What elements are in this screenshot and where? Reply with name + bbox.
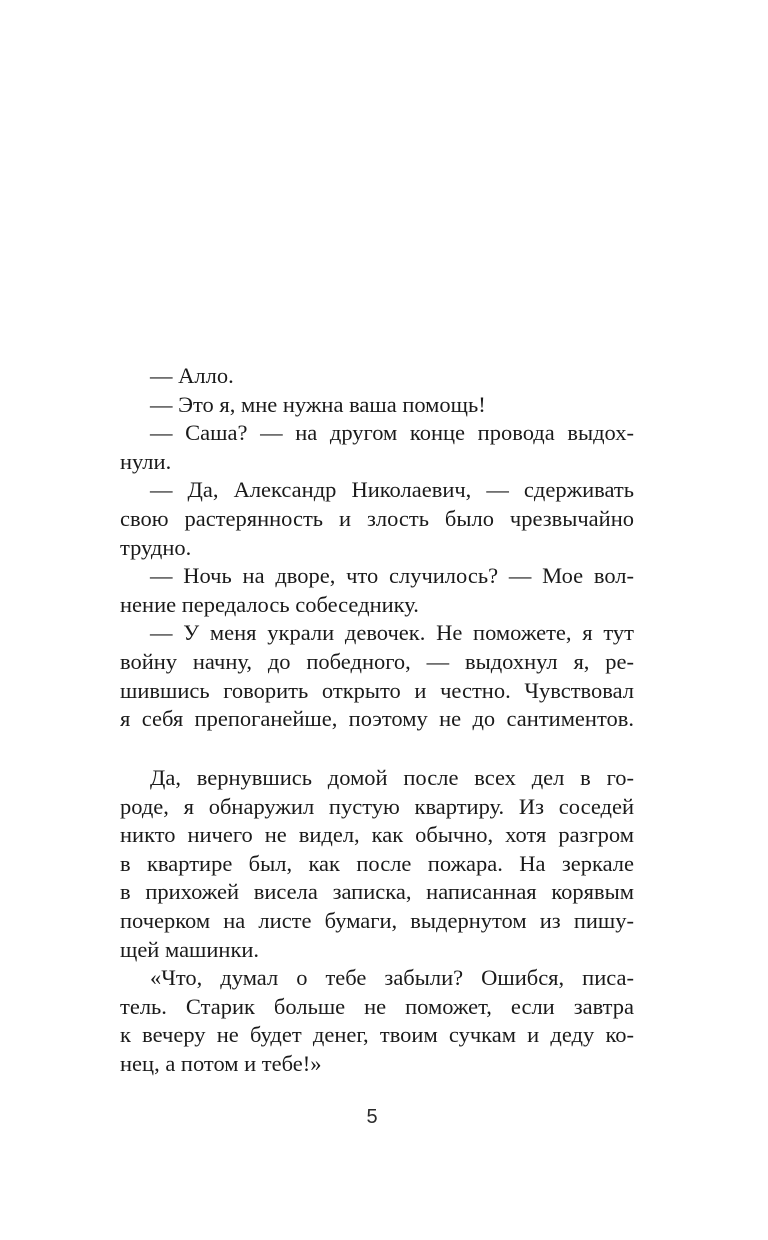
text-line: нение передалось собеседнику.	[120, 591, 419, 617]
text-line: к вечеру не будет денег, твоим сучкам и деду ко-	[120, 1022, 634, 1048]
text-line: щей машинки.	[120, 936, 260, 962]
text-line: «Что, думал о тебе забыли? Ошибся, писа-	[150, 965, 634, 991]
text-line: свою растерянность и злость было чрезвычайно	[120, 505, 634, 531]
text-line: шившись говорить открыто и честно. Чувствовал	[120, 677, 634, 703]
narrative-block	[120, 764, 634, 1079]
text-line: — Ночь на дворе, что случилось? — Мое вол-	[150, 563, 634, 589]
text-line: — Это я, мне нужна ваша помощь!	[150, 391, 486, 417]
text-line: никто ничего не видел, как обычно, хотя разгром	[120, 822, 634, 848]
text-line: Да, вернувшись домой после всех дел в го-	[150, 765, 634, 790]
text-line: — Саша? — на другом конце провода выдох-	[150, 420, 634, 446]
text-line: трудно.	[120, 534, 192, 560]
page-number: 5	[366, 1106, 378, 1128]
text-line: — Да, Александр Николаевич, — сдерживать	[150, 477, 634, 503]
text-line: роде, я обнаружил пустую квартиру. Из соседей	[120, 793, 634, 819]
text-line: я себя препоганейше, поэтому не до сантиментов.	[120, 706, 634, 732]
text-line: тель. Старик больше не поможет, если завтра	[120, 993, 634, 1019]
text-line: войну начну, до победного, — выдохнул я, ре-	[120, 648, 634, 674]
dialogue-block	[120, 362, 634, 734]
text-line: — У меня украли девочек. Не поможете, я тут	[150, 620, 634, 646]
text-line: нец, а потом и тебе!»	[120, 1050, 322, 1076]
text-line: в прихожей висела записка, написанная корявым	[120, 879, 634, 905]
text-line: почерком на листе бумаги, выдернутом из пишу-	[120, 907, 634, 933]
text-line: в квартире был, как после пожара. На зеркале	[120, 850, 634, 876]
text-line: — Алло.	[150, 363, 234, 388]
text-line: нули.	[120, 448, 172, 474]
